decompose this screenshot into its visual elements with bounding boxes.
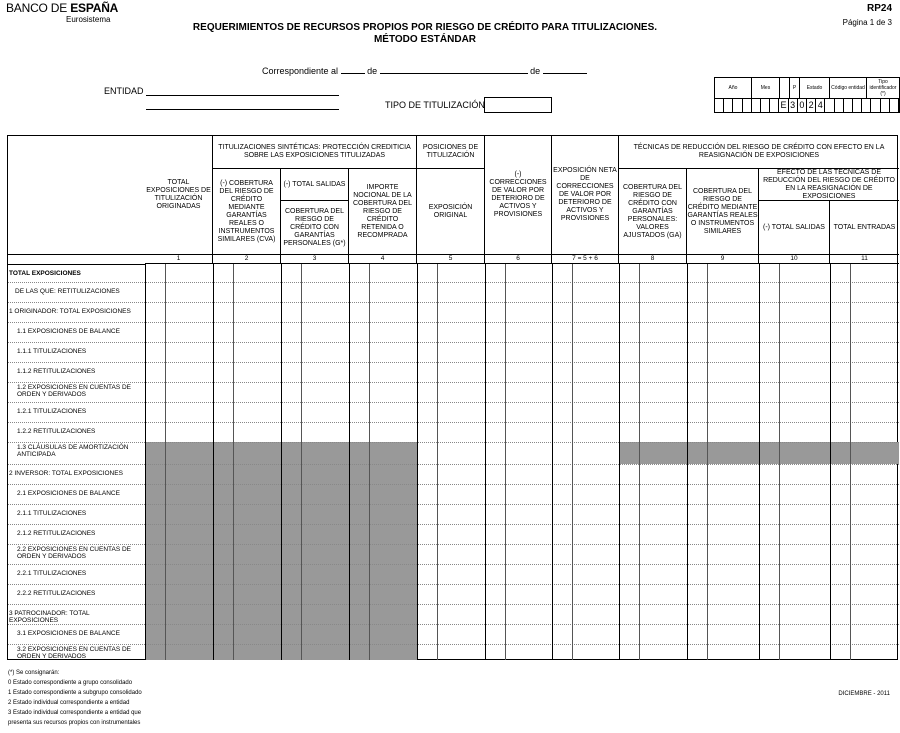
period-line <box>262 65 587 76</box>
id-header-p: P <box>790 78 800 98</box>
id-cell[interactable] <box>770 98 779 112</box>
form-code: RP24 <box>866 3 892 14</box>
column-divider <box>145 264 146 660</box>
group-sinteticas-header: TITULIZACIONES SINTÉTICAS: PROTECCIÓN CREDITICIA SOBRE LAS EXPOSICIONES TITULIZADAS <box>213 136 417 169</box>
tipo-titulizacion-label: TIPO DE TITULIZACIÓN <box>385 100 485 110</box>
footer-note-line: presenta sus recursos propios con instrumentales <box>8 720 141 726</box>
period-label: Correspondiente al <box>262 66 339 76</box>
row-divider <box>8 402 899 403</box>
column-number: 10 <box>759 254 830 264</box>
row-label: 1.2.1 TITULIZACIONES <box>17 408 87 415</box>
title-line-1: REQUERIMIENTOS DE RECURSOS PROPIOS POR RIESGO DE CRÉDITO PARA TITULIZACIONES. <box>192 22 658 33</box>
page-indicator: Página 1 de 3 <box>842 18 892 27</box>
row-label: 1.2 EXPOSICIONES EN CUENTAS DE ORDEN Y DERIVADOS <box>17 384 132 398</box>
row-label: 1.1 EXPOSICIONES DE BALANCE <box>17 328 120 335</box>
col-4-header: IMPORTE NOCIONAL DE LA COBERTURA DEL RIESGO DE CRÉDITO RETENIDA O RECOMPRADA <box>349 169 417 254</box>
column-number: 3 <box>281 254 349 264</box>
data-table <box>7 135 898 660</box>
row-label: 1.3 CLÁUSULAS DE AMORTIZACIÓN ANTICIPADA <box>17 444 129 458</box>
month-field[interactable] <box>380 65 528 74</box>
title-line-2: MÉTODO ESTÁNDAR <box>373 34 477 45</box>
row-divider <box>8 322 899 323</box>
col-7-header: EXPOSICIÓN NETA DE CORRECCIONES DE VALOR POR DETERIORO DE ACTIVOS Y PROVISIONES <box>552 136 619 254</box>
header-rule <box>8 264 145 265</box>
column-number: 8 <box>619 254 687 264</box>
id-cell[interactable]: 2 <box>807 98 816 112</box>
column-subdivider <box>572 264 573 660</box>
row-label: 2.2.1 TITULIZACIONES <box>17 570 87 577</box>
row-divider <box>8 422 899 423</box>
row-label: 3 PATROCINADOR: TOTAL EXPOSICIONES <box>9 610 90 624</box>
row-divider <box>8 382 899 383</box>
id-cell[interactable] <box>881 98 890 112</box>
col-3-top-header: (-) TOTAL SALIDAS <box>281 169 349 201</box>
column-divider <box>830 264 831 660</box>
id-cell[interactable] <box>715 98 724 112</box>
row-label: 2.1 EXPOSICIONES DE BALANCE <box>17 490 120 497</box>
footer-date: DICIEMBRE - 2011 <box>838 691 890 697</box>
row-label: 2.2.2 RETITULIZACIONES <box>17 590 96 597</box>
id-cell[interactable]: E <box>779 98 788 112</box>
row-label: 2.1.1 TITULIZACIONES <box>17 510 87 517</box>
column-number: 6 <box>485 254 552 264</box>
column-divider <box>485 264 486 660</box>
column-subdivider <box>233 264 234 660</box>
column-number: 11 <box>830 254 899 264</box>
column-number: 5 <box>417 254 485 264</box>
row-divider <box>8 484 899 485</box>
column-divider <box>349 264 350 660</box>
day-field[interactable] <box>341 65 365 74</box>
row-label: 1 ORIGINADOR: TOTAL EXPOSICIONES <box>9 308 131 315</box>
column-number: 4 <box>349 254 417 264</box>
id-cell[interactable] <box>825 98 834 112</box>
logo-bold: ESPAÑA <box>70 1 119 15</box>
col-2-header: (-) COBERTURA DEL RIESGO DE CRÉDITO MEDIANTE GARANTÍAS REALES O INSTRUMENTOS SIMILARES (CVA) <box>213 169 281 254</box>
footer-note-line: 2 Estado individual correspondiente a entidad <box>8 700 130 706</box>
column-subdivider <box>437 264 438 660</box>
footer-note-line: 3 Estado individual correspondiente a entidad que <box>8 710 142 716</box>
row-divider <box>8 442 899 443</box>
col-8-header: COBERTURA DEL RIESGO DE CRÉDITO CON GARANTÍAS PERSONALES: VALORES AJUSTADOS (GA) <box>619 169 687 254</box>
bank-logo <box>6 1 118 15</box>
id-cell[interactable] <box>835 98 844 112</box>
row-divider <box>8 362 899 363</box>
row-divider <box>8 524 899 525</box>
row-divider <box>8 302 899 303</box>
id-cell[interactable] <box>733 98 742 112</box>
id-cell[interactable] <box>853 98 862 112</box>
row-label: 3.1 EXPOSICIONES DE BALANCE <box>17 630 120 637</box>
row-label: 2.2 EXPOSICIONES EN CUENTAS DE ORDEN Y DERIVADOS <box>17 546 132 560</box>
year-field[interactable] <box>543 65 587 74</box>
id-cell[interactable] <box>862 98 871 112</box>
column-divider <box>281 264 282 660</box>
period-de-1: de <box>367 66 378 76</box>
column-number: 2 <box>213 254 281 264</box>
column-subdivider <box>850 264 851 660</box>
col-3-header: COBERTURA DEL RIESGO DE CRÉDITO CON GARANTÍAS PERSONALES (G*) <box>281 201 349 254</box>
footer-note-line: 0 Estado correspondiente a grupo consolidado <box>8 680 133 686</box>
row-label: 2 INVERSOR: TOTAL EXPOSICIONES <box>9 470 123 477</box>
id-cell[interactable]: 3 <box>789 98 798 112</box>
id-cell[interactable] <box>724 98 733 112</box>
logo-subtitle: Eurosistema <box>66 15 111 24</box>
col-9-header: COBERTURA DEL RIESGO DE CRÉDITO MEDIANTE GARANTÍAS REALES O INSTRUMENTOS SIMILARES <box>687 169 759 254</box>
column-subdivider <box>301 264 302 660</box>
id-cell[interactable] <box>752 98 761 112</box>
id-cell[interactable] <box>844 98 853 112</box>
id-cell[interactable] <box>890 98 899 112</box>
row-label: 1.1.1 TITULIZACIONES <box>17 348 87 355</box>
column-divider <box>687 264 688 660</box>
row-label: 2.1.2 RETITULIZACIONES <box>17 530 96 537</box>
entidad-label: ENTIDAD <box>104 86 144 96</box>
row-label: 1.1.2 RETITULIZACIONES <box>17 368 96 375</box>
column-number: 9 <box>687 254 759 264</box>
row-divider <box>8 504 899 505</box>
row-divider <box>8 584 899 585</box>
column-number: 1 <box>145 254 213 264</box>
column-divider <box>552 264 553 660</box>
identifier-box <box>714 77 900 113</box>
row-label: DE LAS QUE: RETITULIZACIONES <box>15 288 120 295</box>
column-divider <box>417 264 418 660</box>
column-divider <box>759 264 760 660</box>
id-header-blank <box>780 78 790 98</box>
group-tecnicas-header: TÉCNICAS DE REDUCCIÓN DEL RIESGO DE CRÉDITO CON EFECTO EN LA REASIGNACIÓN DE EXPOSICIONES <box>619 136 899 169</box>
id-cell[interactable]: 0 <box>798 98 807 112</box>
col-6-header: (-) CORRECCIONES DE VALOR POR DETERIORO DE ACTIVOS Y PROVISIONES <box>485 136 552 254</box>
group-efecto-header: EFECTO DE LAS TÉCNICAS DE REDUCCIÓN DEL RIESGO DE CRÉDITO EN LA REASIGNACIÓN DE EXPOSICIONES <box>759 169 899 201</box>
row-divider <box>8 604 899 605</box>
id-header-tipo: Tipo identificador (*) <box>869 79 897 97</box>
id-cell[interactable] <box>871 98 880 112</box>
column-subdivider <box>639 264 640 660</box>
logo-prefix: BANCO DE <box>6 1 71 15</box>
column-subdivider <box>707 264 708 660</box>
row-label: 3.2 EXPOSICIONES EN CUENTAS DE ORDEN Y DERIVADOS <box>17 646 132 660</box>
column-subdivider <box>369 264 370 660</box>
footer-note-line: (*) Se consignarán: <box>8 670 60 676</box>
entidad-field-line-2[interactable] <box>146 109 339 110</box>
row-label: TOTAL EXPOSICIONES <box>9 270 81 277</box>
column-divider <box>619 264 620 660</box>
col-11-header: TOTAL ENTRADAS <box>833 223 896 231</box>
entidad-field-line-1[interactable] <box>146 95 339 96</box>
row-divider <box>8 282 899 283</box>
footer-notes <box>8 668 142 728</box>
row-divider <box>8 342 899 343</box>
document-title <box>120 22 730 46</box>
column-number: 7 = 5 + 6 <box>552 254 619 264</box>
row-divider <box>8 644 899 645</box>
col-5-header: EXPOSICIÓN ORIGINAL <box>417 169 485 254</box>
id-header-month: Mes <box>752 78 780 98</box>
footer-note-line: 1 Estado correspondiente a subgrupo consolidado <box>8 690 142 696</box>
tipo-titulizacion-field[interactable] <box>484 97 552 113</box>
group-posiciones-header: POSICIONES DE TITULIZACIÓN <box>417 136 485 169</box>
col-10-header: (-) TOTAL SALIDAS <box>759 201 830 254</box>
row-label: 1.2.2 RETITULIZACIONES <box>17 428 96 435</box>
column-subdivider <box>779 264 780 660</box>
row-divider <box>8 624 899 625</box>
column-divider <box>213 264 214 660</box>
column-subdivider <box>165 264 166 660</box>
id-header-year: Año <box>715 78 752 98</box>
id-header-codigo: Código entidad <box>830 78 867 98</box>
column-subdivider <box>505 264 506 660</box>
row-divider <box>8 544 899 545</box>
col-1-header: TOTAL EXPOSICIONES DE TITULIZACIÓN ORIGINADAS <box>145 136 213 254</box>
id-header-estado: Estado <box>800 78 830 98</box>
row-divider <box>8 564 899 565</box>
period-de-2: de <box>530 66 541 76</box>
row-divider <box>8 464 899 465</box>
header-rule <box>8 254 145 255</box>
id-cell[interactable] <box>743 98 752 112</box>
id-cell[interactable]: 4 <box>816 98 825 112</box>
id-cell[interactable] <box>761 98 770 112</box>
